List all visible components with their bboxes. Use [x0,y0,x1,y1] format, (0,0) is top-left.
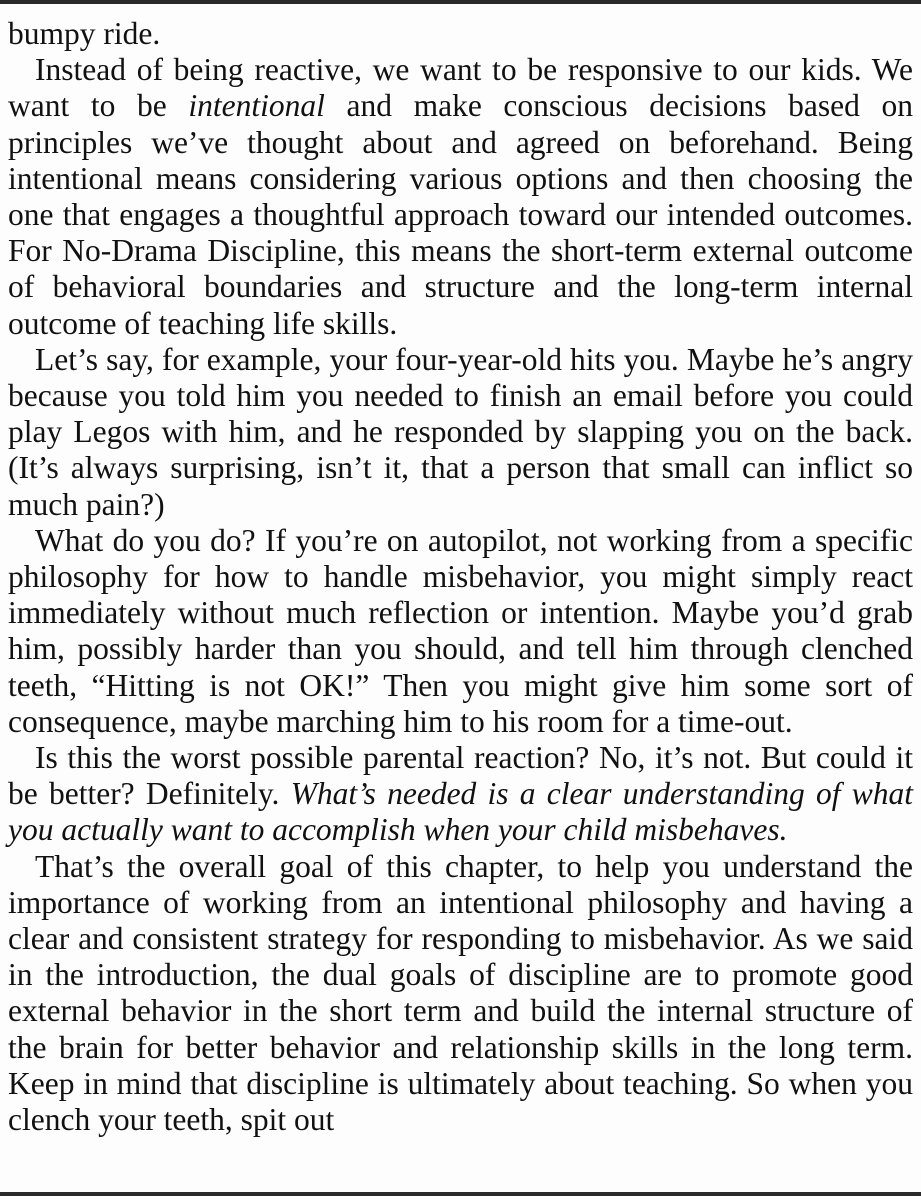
page-text-column [8,16,913,1138]
body-text: That’s the overall goal of this chapter, to help you understand the importance of working from an intentional philosophy and having a clear and consistent strategy for responding to misbehavior. As we said in the introduction, the dual goals of discipline are to promote good external behavior in the short term and build the internal structure of the brain for better behavior and relationship skills in the long term. Keep in mind that discipline is ultimately about teaching. So when you clench your teeth, spit out [8,848,913,1138]
body-text: What do you do? If you’re on autopilot, not working from a specific philosophy for how to handle misbehavior, you might simply react immediately without much reflection or intention. Maybe you’d grab him, possibly harder than you should, and tell him through clenched teeth, “Hitting is not OK!” Then you might give him some sort of consequence, maybe marching him to his room for a time-out. [8,522,913,739]
body-text: bumpy ride. [8,16,161,51]
paragraph [8,740,913,849]
body-text: Let’s say, for example, your four-year-old hits you. Maybe he’s angry because you told him you needed to finish an email before you could play Legos with him, and he responded by slapping you on the back. (It’s always surprising, isn’t it, that a person that small can inflict so much pain?) [8,341,913,522]
paragraph [8,52,913,342]
body-text: Instead of being reactive, we want to be responsive to our kids. We want to be [8,52,913,124]
paragraph [8,342,913,523]
page-bottom-edge-bar [0,1192,921,1196]
page-top-edge-bar [0,0,921,4]
body-text: and make conscious decisions based on principles we’ve thought about and agreed on beforehand. Being intentional means considering various options and then choosing the one that engages a thoughtful approach toward our intended outcomes. For No-Drama Discipline, this means the short-term external outcome of behavioral boundaries and structure and the long-term internal outcome of teaching life skills. [8,88,914,341]
emphasis-text: intentional [188,88,325,124]
paragraph [8,523,913,740]
body-text: Is this the worst possible parental reaction? No, it’s not. But could it be better? Definitely. [8,740,913,812]
paragraph [8,849,913,1139]
paragraph [8,16,913,52]
emphasis-text: What’s needed is a clear understanding of what you actually want to accomplish when your child misbehaves. [8,776,913,848]
